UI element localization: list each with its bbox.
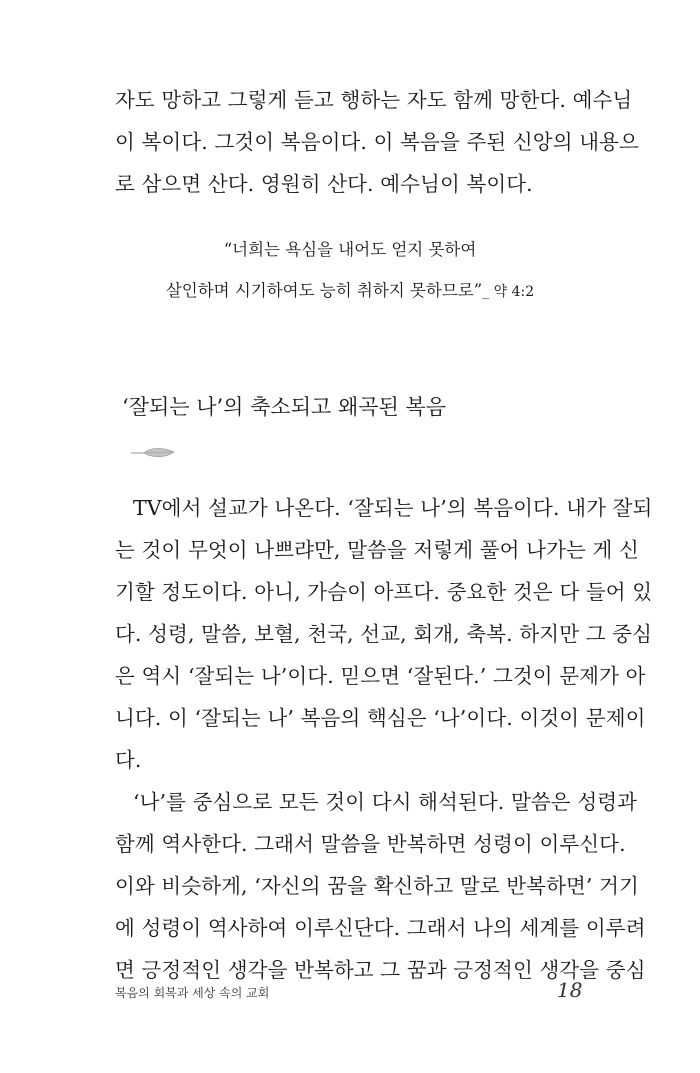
body-line: 다. [115, 748, 142, 772]
body-line: 다. 성령, 말씀, 보혈, 천국, 선교, 회개, 축복. 하지만 그 중심 [115, 622, 653, 646]
scripture-quote-text: 살인하며 시기하여도 능히 취하지 못하므로” [165, 281, 483, 300]
body-line: 면 긍정적인 생각을 반복하고 그 꿈과 긍정적인 생각을 중심 [115, 958, 646, 982]
section-heading: ‘잘되는 나’의 축소되고 왜곡된 복음 [122, 395, 447, 419]
page-number: 18 [557, 978, 583, 1002]
scripture-quote-line: “너희는 욕심을 내어도 얻지 못하여 [223, 240, 477, 259]
body-line: TV에서 설교가 나온다. ‘잘되는 나’의 복음이다. 내가 잘되 [133, 496, 653, 520]
body-line: 이 복이다. 그것이 복음이다. 이 복음을 주된 신앙의 내용으 [115, 130, 639, 154]
scripture-reference: _ 약 4:2 [482, 284, 535, 300]
body-line: 자도 망하고 그렇게 듣고 행하는 자도 함께 망한다. 예수님 [115, 88, 633, 112]
body-line: 은 역시 ‘잘되는 나’이다. 믿으면 ‘잘된다.’ 그것이 문제가 아 [115, 664, 646, 688]
leaf-icon [130, 446, 176, 460]
body-line: 니다. 이 ‘잘되는 나’ 복음의 핵심은 ‘나’이다. 이것이 문제이 [115, 706, 646, 730]
body-line: 함께 역사한다. 그래서 말씀을 반복하면 성령이 이루신다. [115, 832, 626, 856]
scripture-quote-line [0, 279, 700, 304]
body-line: 기할 정도이다. 아니, 가슴이 아프다. 중요한 것은 다 들어 있 [115, 580, 653, 604]
footer-book-title: 복음의 회복과 세상 속의 교회 [115, 986, 270, 1000]
body-line: ‘나’를 중심으로 모든 것이 다시 해석된다. 말씀은 성령과 [133, 790, 638, 814]
body-line: 는 것이 무엇이 나쁘랴만, 말씀을 저렇게 풀어 나가는 게 신 [115, 538, 639, 562]
body-line: 이와 비슷하게, ‘자신의 꿈을 확신하고 말로 반복하면’ 거기 [115, 874, 639, 898]
body-line: 에 성령이 역사하여 이루신단다. 그래서 나의 세계를 이루려 [115, 916, 646, 940]
body-line: 로 삼으면 산다. 영원히 산다. 예수님이 복이다. [115, 172, 533, 196]
